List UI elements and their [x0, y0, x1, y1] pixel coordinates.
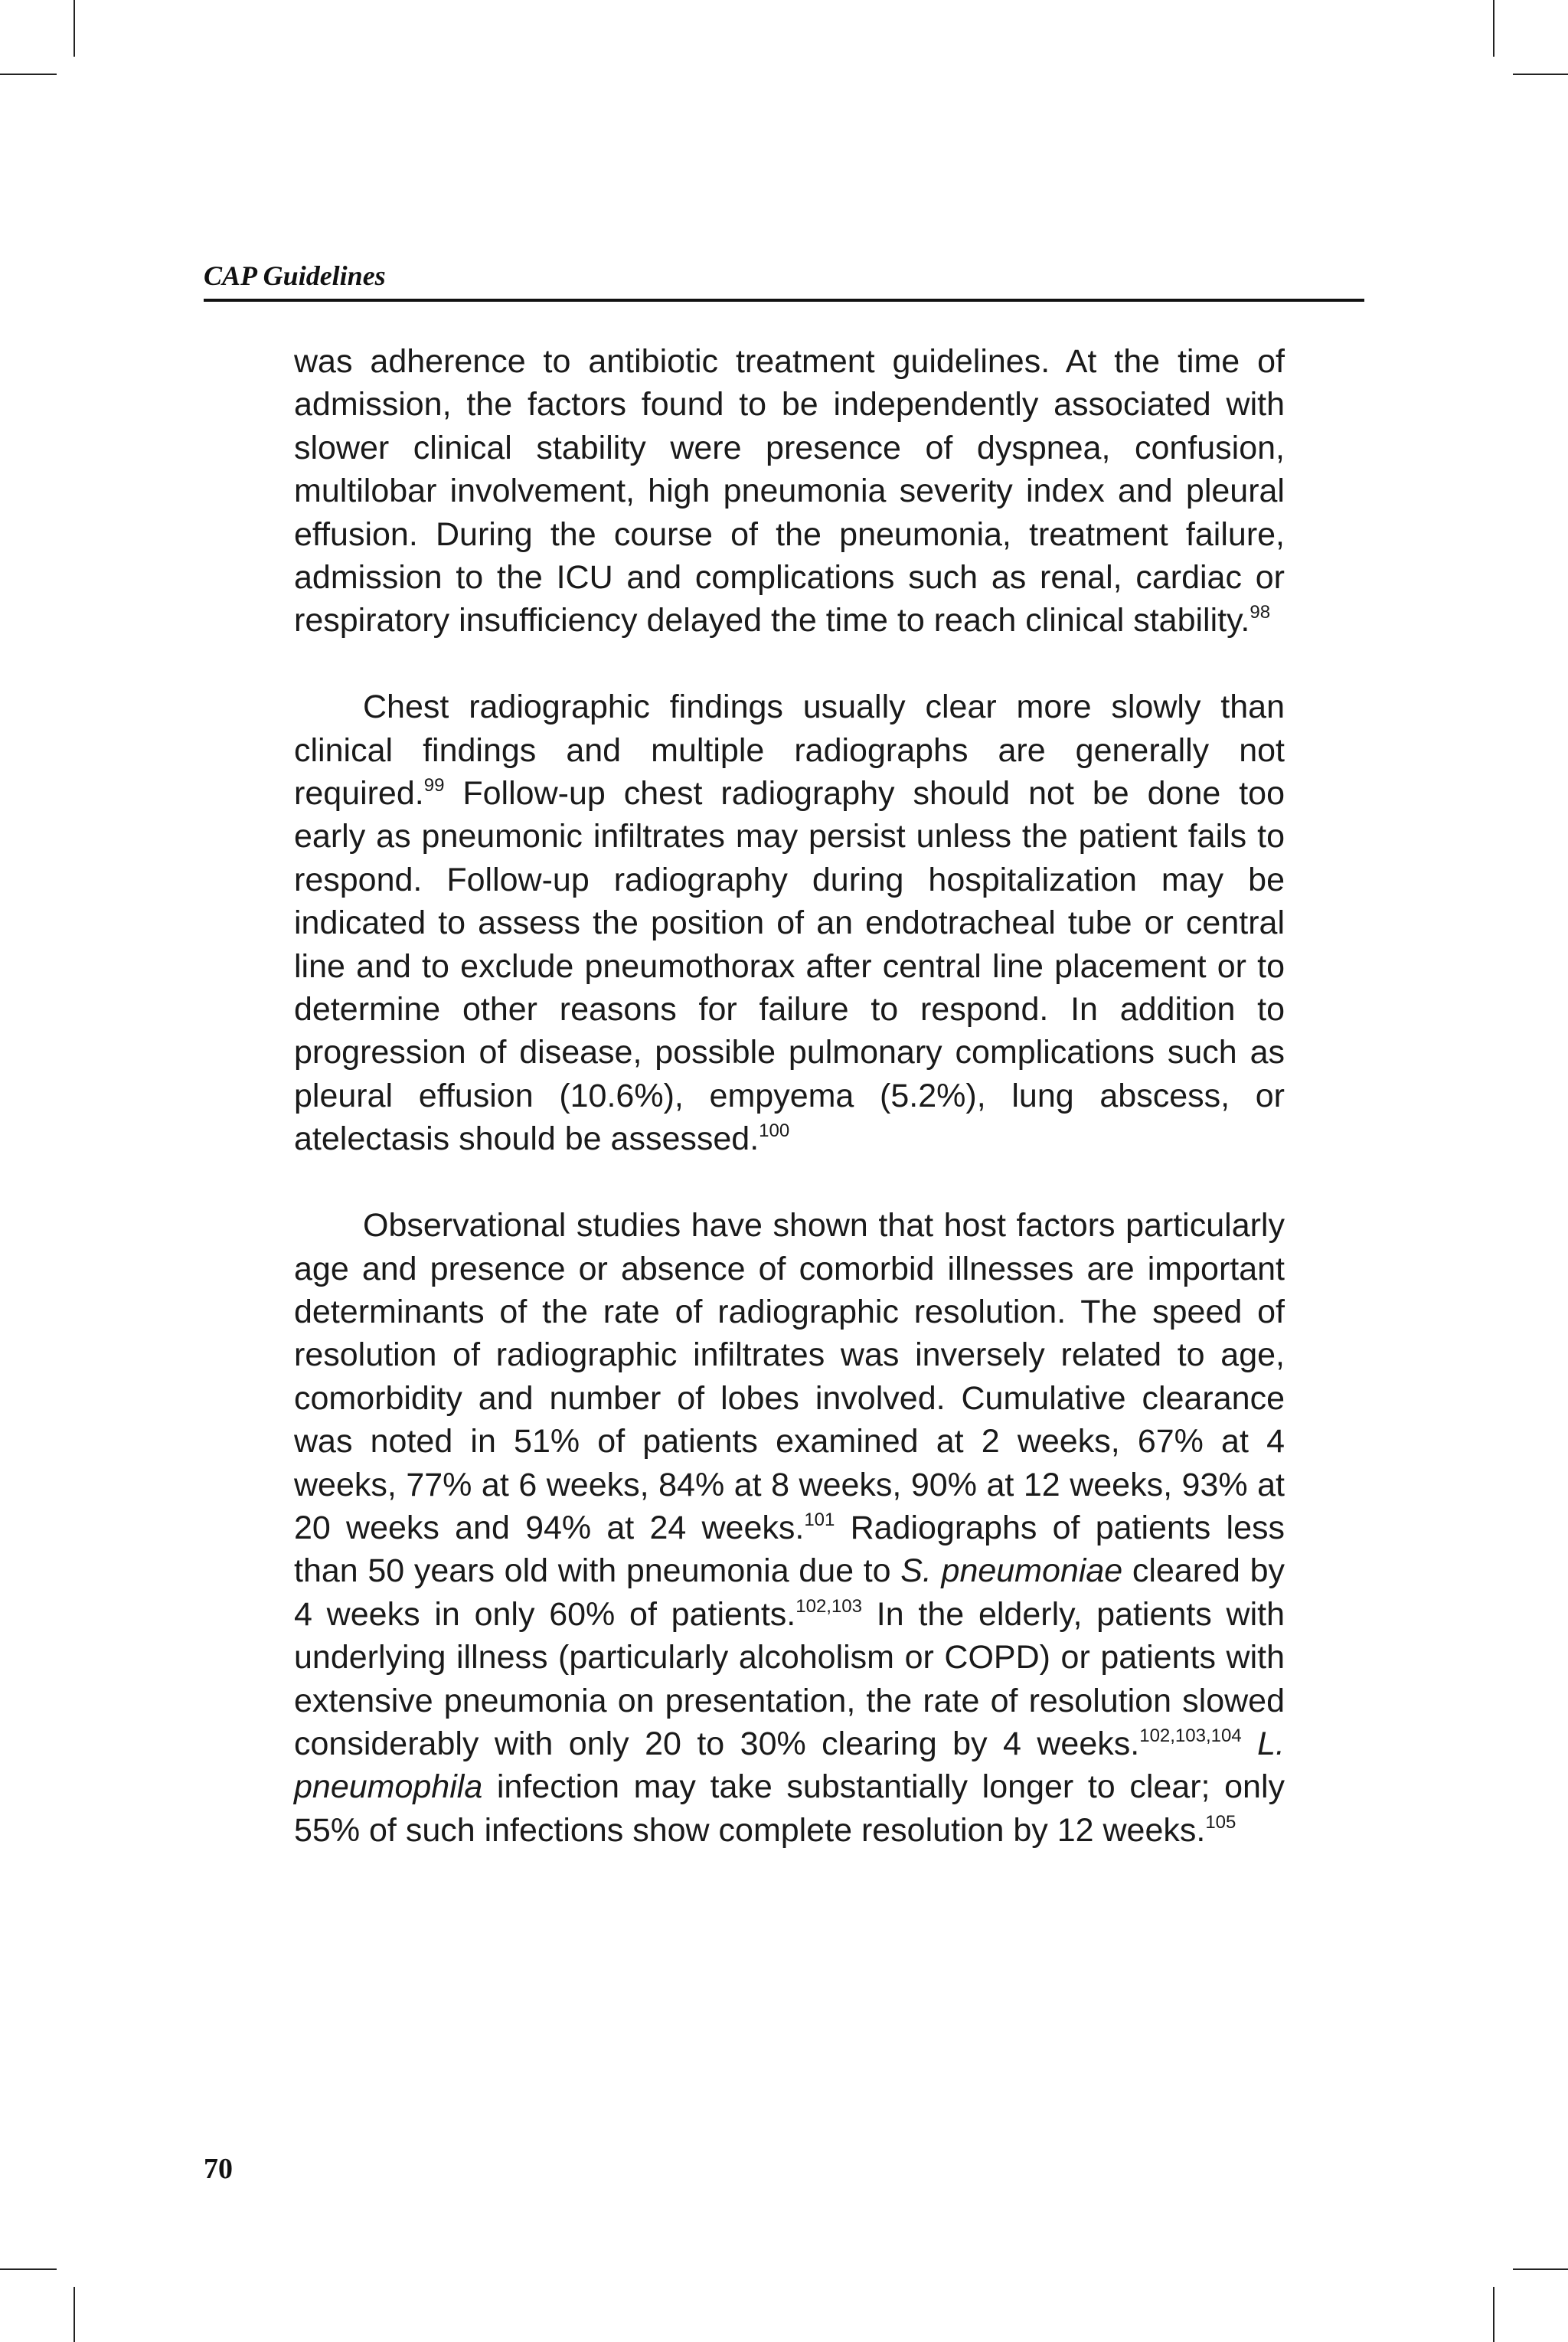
paragraph-3-text-b: Radiographs of patients less than 50 years old with pneumonia due to: [294, 1509, 1285, 1590]
paragraph-2-text-b: Follow-up chest radiography should not be done too early as pneumonic infiltrates may persist unless the patient fails to respond. Follow-up radiography during hospitalization may be indicated to assess the position of an endotracheal tube or central line and to exclude pneumothorax after central line placement or to determine other reasons for failure to respond. In addition to progression of disease, possible pulmonary complications such as pleural effusion (10.6%), empyema (5.2%), lung abscess, or atelectasis should be assessed.: [294, 775, 1285, 1158]
crop-mark-top-right-vertical: [1493, 0, 1494, 57]
citation-101: 101: [804, 1509, 835, 1530]
paragraph-3-text-d: In the elderly, patients with underlying illness (particularly alcoholism or COPD) or patients with extensive pneumonia on presentation, the rate of resolution slowed considerably with only 20 to 30% clearing by 4 weeks.: [294, 1595, 1285, 1762]
paragraph-3-text-a: Observational studies have shown that host factors particularly age and presence or absence of comorbid illnesses are important determinants of the rate of radiographic resolution. The speed of resolution of radiographic infiltrates was inversely related to age, comorbidity and number of lobes involved. Cumulative clearance was noted in 51% of patients examined at 2 weeks, 67% at 4 weeks, 77% at 6 weeks, 84% at 8 weeks, 90% at 12 weeks, 93% at 20 weeks and 94% at 24 weeks.: [294, 1207, 1285, 1546]
paragraph-1-text: was adherence to antibiotic treatment guidelines. At the time of admission, the factors found to be independently associated with slower clinical stability were presence of dyspnea, confusion, multilobar involvement, high pneumonia severity index and pleural effusion. During the course of the pneumonia, treatment failure, admission to the ICU and complications such as renal, cardiac or respiratory insufficiency delayed the time to reach clinical stability.: [294, 343, 1285, 639]
crop-mark-top-left-horizontal: [0, 74, 57, 75]
crop-mark-bottom-left-vertical: [74, 2287, 75, 2342]
paragraph-3: [294, 1204, 1285, 1852]
body-text: [294, 340, 1285, 1852]
species-l-pneumophila: L. pneumophila: [294, 1725, 1285, 1806]
paragraph-3-text-e: infection may take substantially longer to clear; only 55% of such infections show complete resolution by 12 weeks.: [294, 1768, 1285, 1849]
species-s-pneumoniae: S. pneumoniae: [900, 1552, 1123, 1590]
page-number: 70: [204, 2153, 233, 2185]
citation-100: 100: [759, 1120, 790, 1142]
paragraph-1: [294, 340, 1285, 643]
crop-mark-top-right-horizontal: [1513, 74, 1568, 75]
crop-mark-bottom-right-vertical: [1493, 2287, 1494, 2342]
crop-mark-top-left-vertical: [74, 0, 75, 57]
paragraph-3-text-c: cleared by 4 weeks in only 60% of patients.: [294, 1552, 1285, 1633]
paragraph-2: [294, 685, 1285, 1160]
crop-mark-bottom-right-horizontal: [1513, 2268, 1568, 2270]
citation-102-103: 102,103: [795, 1595, 863, 1617]
citation-102-103-104: 102,103,104: [1139, 1725, 1242, 1746]
crop-mark-bottom-left-horizontal: [0, 2268, 57, 2270]
header-rule: [204, 299, 1364, 302]
citation-98: 98: [1250, 602, 1271, 623]
paragraph-2-text-a: Chest radiographic findings usually clear more slowly than clinical findings and multiple radiographs are generally not required.: [294, 689, 1285, 813]
citation-105: 105: [1205, 1811, 1236, 1833]
citation-99: 99: [423, 775, 445, 796]
running-head: CAP Guidelines: [204, 260, 386, 291]
